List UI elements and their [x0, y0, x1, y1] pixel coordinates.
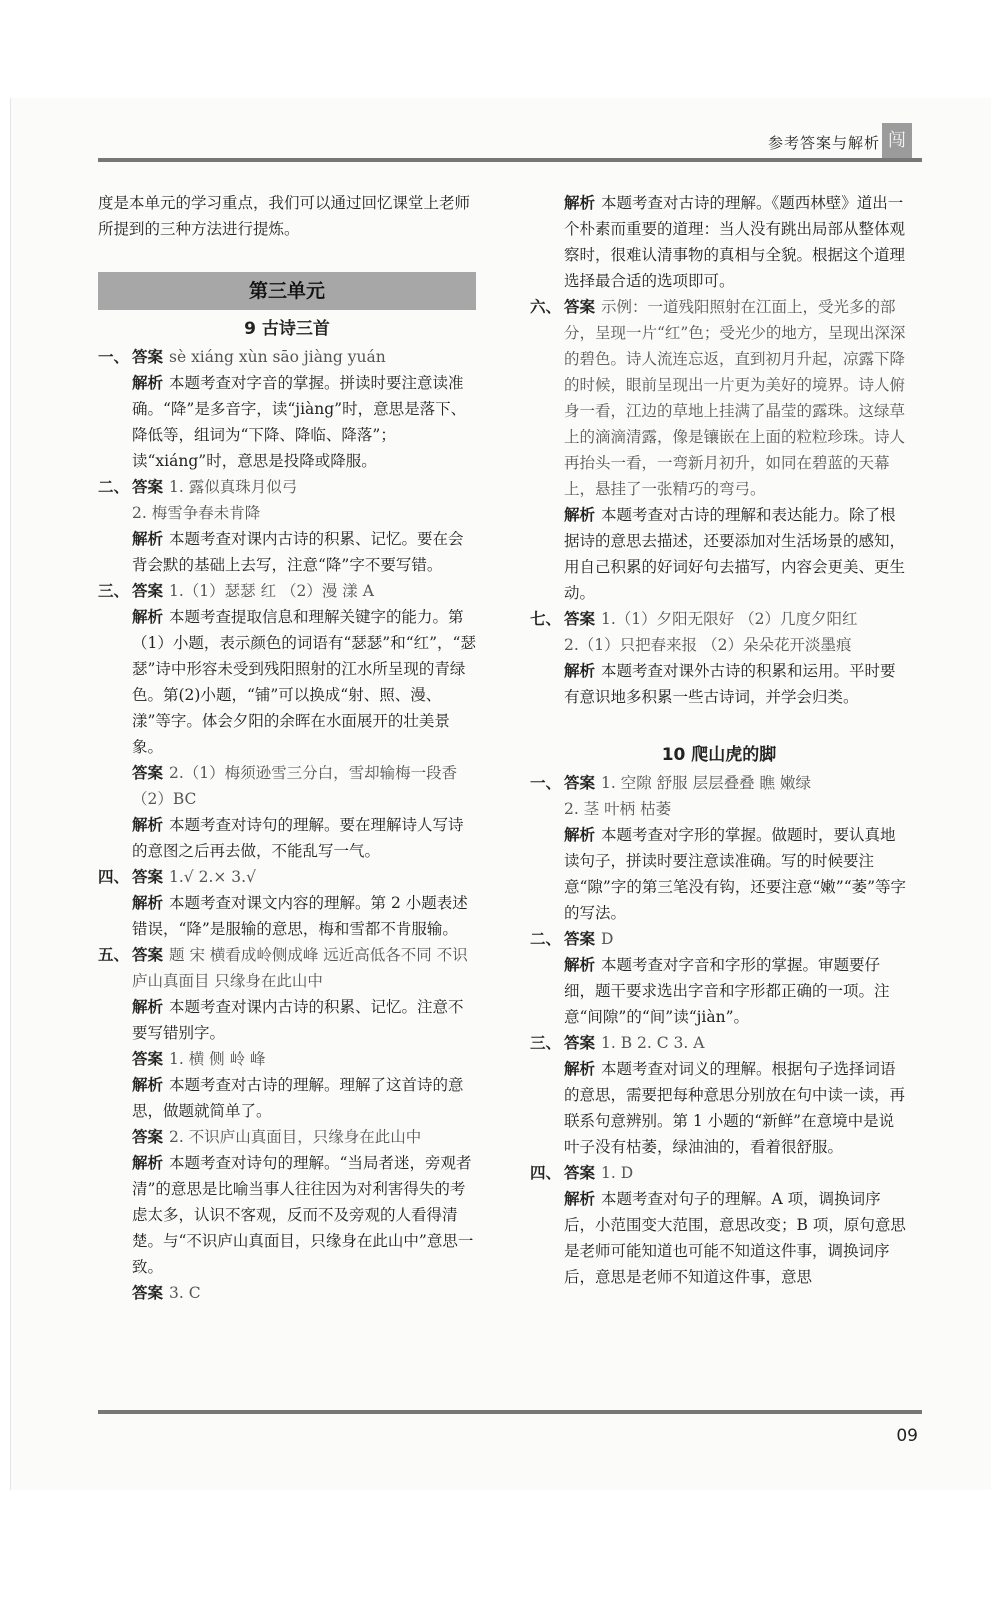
answer-item: [530, 502, 908, 606]
item-label: 解析: [132, 608, 164, 626]
item-answer: 题 宋 横看成岭侧成峰 远近高低各不同 不识庐山真面目 只缘身在此山中: [132, 946, 468, 990]
item-number: [530, 796, 564, 822]
item-number: [98, 1124, 132, 1150]
item-label: 解析: [564, 506, 596, 524]
item-body: [132, 890, 476, 942]
item-body: [564, 658, 908, 710]
item-label: 答案: [132, 348, 164, 366]
item-label: 解析: [564, 194, 596, 212]
item-explanation: 本题考查对课外古诗的积累和运用。平时要有意识地多积累一些古诗词，并学会归类。: [564, 662, 896, 706]
item-body: [132, 1072, 476, 1124]
item-label: 解析: [564, 826, 596, 844]
answer-item: [530, 822, 908, 926]
item-label: 解析: [132, 894, 164, 912]
item-explanation: 本题考查对词义的理解。根据句子选择词语的意思，需要把每种意思分别放在句中读一读，再联系句意辨别。第 1 小题的“新鲜”在意境中是说叶子没有枯萎，绿油油的，看着很舒服。: [564, 1060, 906, 1156]
item-body: [564, 1186, 908, 1290]
item-answer: 1.（1）瑟瑟 红 （2）漫 漾 A: [169, 582, 374, 600]
answer-item: [98, 760, 476, 812]
answer-item: [530, 770, 908, 796]
item-body: [132, 344, 386, 370]
right-column: [530, 190, 908, 1290]
answer-item: [530, 190, 908, 294]
item-answer: 1. 空隙 舒服 层层叠叠 瞧 嫩绿: [601, 774, 811, 792]
item-label: 答案: [132, 1128, 164, 1146]
item-number: [98, 1046, 132, 1072]
item-answer: 2. 梅雪争春未肯降: [132, 504, 261, 522]
item-explanation: 本题考查提取信息和理解关键字的能力。第（1）小题，表示颜色的词语有“瑟瑟”和“红”，“瑟瑟”诗中形容未受到残阳照射的江水所呈现的青绿色。第(2)小题，“铺”可以换成“射、照、漫、漾”等字。体会夕阳的余晖在水面展开的壮美景象。: [132, 608, 476, 756]
item-body: [132, 500, 260, 526]
answer-item: [98, 1280, 476, 1306]
item-number: [530, 190, 564, 294]
item-answer: 2.（1）只把春来报 （2）朵朵花开淡墨痕: [564, 636, 852, 654]
item-label: 答案: [132, 764, 164, 782]
item-number: [98, 370, 132, 474]
item-number: [98, 1072, 132, 1124]
answer-item: [530, 1056, 908, 1160]
item-label: 答案: [564, 1164, 596, 1182]
item-answer: 1.√ 2.× 3.√: [169, 868, 256, 886]
item-body: [132, 1150, 476, 1280]
item-explanation: 本题考查对句子的理解。A 项，调换词序后，小范围变大范围，意思改变；B 项，原句意思是老师可能知道也可能不知道这件事，调换词序后，意思是老师不知道这件事，意思: [564, 1190, 906, 1286]
header-title: 参考答案与解析: [767, 134, 880, 152]
item-answer: 示例：一道残阳照射在江面上，受光多的部分，呈现一片“红”色；受光少的地方，呈现出深深的碧色。诗人流连忘返，直到初月升起，凉露下降的时候，眼前呈现出一片更为美好的境界。诗人俯身一看，江边的草地上挂满了晶莹的露珠。这绿草上的滴滴清露，像是镶嵌在上面的粒粒珍珠。诗人再抬头一看，一弯新月初升，如同在碧蓝的天幕上，悬挂了一张精巧的弯弓。: [564, 298, 906, 498]
item-number: 二、: [98, 478, 130, 496]
item-body: [132, 942, 476, 994]
answer-item: [530, 1160, 908, 1186]
item-label: 答案: [564, 610, 596, 628]
item-explanation: 本题考查对字音和字形的掌握。审题要仔细，题干要求选出字音和字形都正确的一项。注意“间隙”的“间”读“jiàn”。: [564, 956, 890, 1026]
item-body: [132, 578, 374, 604]
item-number: [530, 1056, 564, 1160]
item-body: [132, 812, 476, 864]
item-answer: 1. 露似真珠月似弓: [169, 478, 298, 496]
item-label: 答案: [564, 774, 596, 792]
answer-item: [530, 658, 908, 710]
lesson-title: 9 古诗三首: [244, 319, 330, 339]
item-label: 解析: [564, 1190, 596, 1208]
item-number: 六、: [530, 298, 562, 316]
answer-item: [98, 474, 476, 500]
item-answer: 1. D: [601, 1164, 634, 1182]
answer-item: [98, 1072, 476, 1124]
item-number: [98, 1150, 132, 1280]
item-body: [564, 1030, 704, 1056]
intro-paragraph: 度是本单元的学习重点，我们可以通过回忆课堂上老师所提到的三种方法进行提炼。: [98, 194, 471, 238]
item-number: [98, 812, 132, 864]
item-number: [530, 1186, 564, 1290]
item-label: 解析: [564, 1060, 596, 1078]
item-answer: 2. 不识庐山真面目，只缘身在此山中: [169, 1128, 422, 1146]
item-answer: 3. C: [169, 1284, 201, 1302]
item-label: 答案: [132, 1050, 164, 1068]
item-number: [98, 604, 132, 760]
item-body: [132, 760, 476, 812]
page-number: 09: [896, 1426, 918, 1446]
header-rule: [98, 158, 922, 162]
item-number: 四、: [530, 1164, 562, 1182]
item-body: [564, 770, 811, 796]
item-body: [564, 190, 908, 294]
item-body: [132, 1280, 201, 1306]
item-number: [98, 500, 132, 526]
item-body: [132, 994, 476, 1046]
item-body: [564, 606, 857, 632]
answer-item: [98, 994, 476, 1046]
answer-item: [530, 926, 908, 952]
header-badge: 闯: [882, 123, 912, 159]
item-answer: 1.（1）夕阳无限好 （2）几度夕阳红: [601, 610, 858, 628]
answer-item: [530, 1030, 908, 1056]
item-number: [98, 1280, 132, 1306]
item-answer: 2. 茎 叶柄 枯萎: [564, 800, 672, 818]
item-label: 答案: [564, 298, 596, 316]
item-body: [564, 822, 908, 926]
answer-item: [530, 796, 908, 822]
answer-item: [530, 1186, 908, 1290]
item-label: 解析: [564, 662, 596, 680]
item-number: 二、: [530, 930, 562, 948]
item-number: 一、: [530, 774, 562, 792]
item-answer: 2.（1）梅须逊雪三分白，雪却输梅一段香 （2）BC: [132, 764, 458, 808]
item-number: [98, 890, 132, 942]
item-label: 答案: [132, 582, 164, 600]
item-number: 七、: [530, 610, 562, 628]
item-body: [564, 632, 851, 658]
item-number: [530, 658, 564, 710]
item-label: 解析: [564, 956, 596, 974]
item-body: [564, 796, 671, 822]
answer-item: [530, 952, 908, 1030]
answer-item: [98, 1124, 476, 1150]
item-number: [530, 952, 564, 1030]
item-explanation: 本题考查对字音的掌握。拼读时要注意读准确。“降”是多音字，读“jiàng”时，意思是落下、降低等，组词为“下降、降临、降落”；读“xiáng”时，意思是投降或降服。: [132, 374, 467, 470]
item-body: [564, 1160, 633, 1186]
item-body: [564, 926, 613, 952]
item-body: [564, 952, 908, 1030]
item-explanation: 本题考查对诗句的理解。“当局者迷，旁观者清”的意思是比喻当事人往往因为对利害得失的考虑太多，认识不客观，反而不及旁观的人看得清楚。与“不识庐山真面目，只缘身在此山中”意思一致。: [132, 1154, 474, 1276]
answer-item: [98, 578, 476, 604]
item-number: 四、: [98, 868, 130, 886]
item-body: [132, 864, 256, 890]
item-body: [132, 1046, 266, 1072]
item-label: 解析: [132, 1154, 164, 1172]
item-number: [98, 994, 132, 1046]
left-column: [98, 190, 476, 1306]
answer-item: [530, 294, 908, 502]
answer-item: [98, 344, 476, 370]
item-label: 解析: [132, 1076, 164, 1094]
item-body: [564, 502, 908, 606]
lesson-title-10: 10 爬山虎的脚: [661, 745, 777, 765]
item-explanation: 本题考查对古诗的理解和表达能力。除了根据诗的意思去描述，还要添加对生活场景的感知，用自己积累的好词好句去描写，内容会更美、更生动。: [564, 506, 906, 602]
item-label: 解析: [132, 816, 164, 834]
item-label: 答案: [564, 930, 596, 948]
item-body: [564, 1056, 908, 1160]
item-label: 解析: [132, 530, 164, 548]
item-explanation: 本题考查对课内古诗的积累、记忆。要在会背会默的基础上去写，注意“降”字不要写错。: [132, 530, 464, 574]
item-label: 答案: [132, 946, 164, 964]
item-number: [530, 632, 564, 658]
item-label: 答案: [132, 868, 164, 886]
item-answer: 1. 横 侧 岭 峰: [169, 1050, 266, 1068]
item-body: [132, 604, 476, 760]
answer-item: [98, 500, 476, 526]
item-number: [98, 526, 132, 578]
item-body: [132, 474, 297, 500]
item-label: 答案: [564, 1034, 596, 1052]
item-number: [530, 822, 564, 926]
item-explanation: 本题考查对古诗的理解。理解了这首诗的意思，做题就简单了。: [132, 1076, 464, 1120]
answer-item: [98, 526, 476, 578]
answer-item: [98, 370, 476, 474]
item-number: 五、: [98, 946, 130, 964]
item-label: 解析: [132, 374, 164, 392]
answer-item: [530, 606, 908, 632]
item-number: 一、: [98, 348, 130, 366]
answer-item: [98, 942, 476, 994]
item-answer: 1. B 2. C 3. A: [601, 1034, 705, 1052]
item-label: 答案: [132, 478, 164, 496]
answer-item: [98, 1150, 476, 1280]
item-number: 三、: [98, 582, 130, 600]
item-explanation: 本题考查对课文内容的理解。第 2 小题表述错误，“降”是服输的意思，梅和雪都不肯服输。: [132, 894, 468, 938]
right-answer-list-2: [530, 770, 908, 1290]
answer-item: [98, 812, 476, 864]
answer-item: [98, 1046, 476, 1072]
item-number: 三、: [530, 1034, 562, 1052]
answer-item: [98, 864, 476, 890]
item-body: [132, 1124, 421, 1150]
item-number: [98, 760, 132, 812]
item-label: 解析: [132, 998, 164, 1016]
item-answer: sè xiáng xùn sāo jiàng yuán: [169, 348, 386, 366]
item-explanation: 本题考查对诗句的理解。要在理解诗人写诗的意图之后再去做，不能乱写一气。: [132, 816, 464, 860]
item-explanation: 本题考查对字形的掌握。做题时，要认真地读句子，拼读时要注意读准确。写的时候要注意“隙”字的第三笔没有钩，还要注意“嫩”“萎”等字的写法。: [564, 826, 907, 922]
answer-item: [98, 890, 476, 942]
item-answer: D: [601, 930, 614, 948]
item-body: [132, 526, 476, 578]
footer-rule: [98, 1410, 922, 1414]
right-answer-list: [530, 190, 908, 710]
answer-item: [98, 604, 476, 760]
item-explanation: 本题考查对古诗的理解。《题西林壁》道出一个朴素而重要的道理：当人没有跳出局部从整体观察时，很难认清事物的真相与全貌。根据这个道理选择最合适的选项即可。: [564, 194, 906, 290]
left-answer-list: [98, 344, 476, 1306]
item-number: [530, 502, 564, 606]
item-body: [564, 294, 908, 502]
item-label: 答案: [132, 1284, 164, 1302]
item-body: [132, 370, 476, 474]
item-explanation: 本题考查对课内古诗的积累、记忆。注意不要写错别字。: [132, 998, 464, 1042]
unit-title: 第三单元: [98, 272, 476, 310]
answer-item: [530, 632, 908, 658]
